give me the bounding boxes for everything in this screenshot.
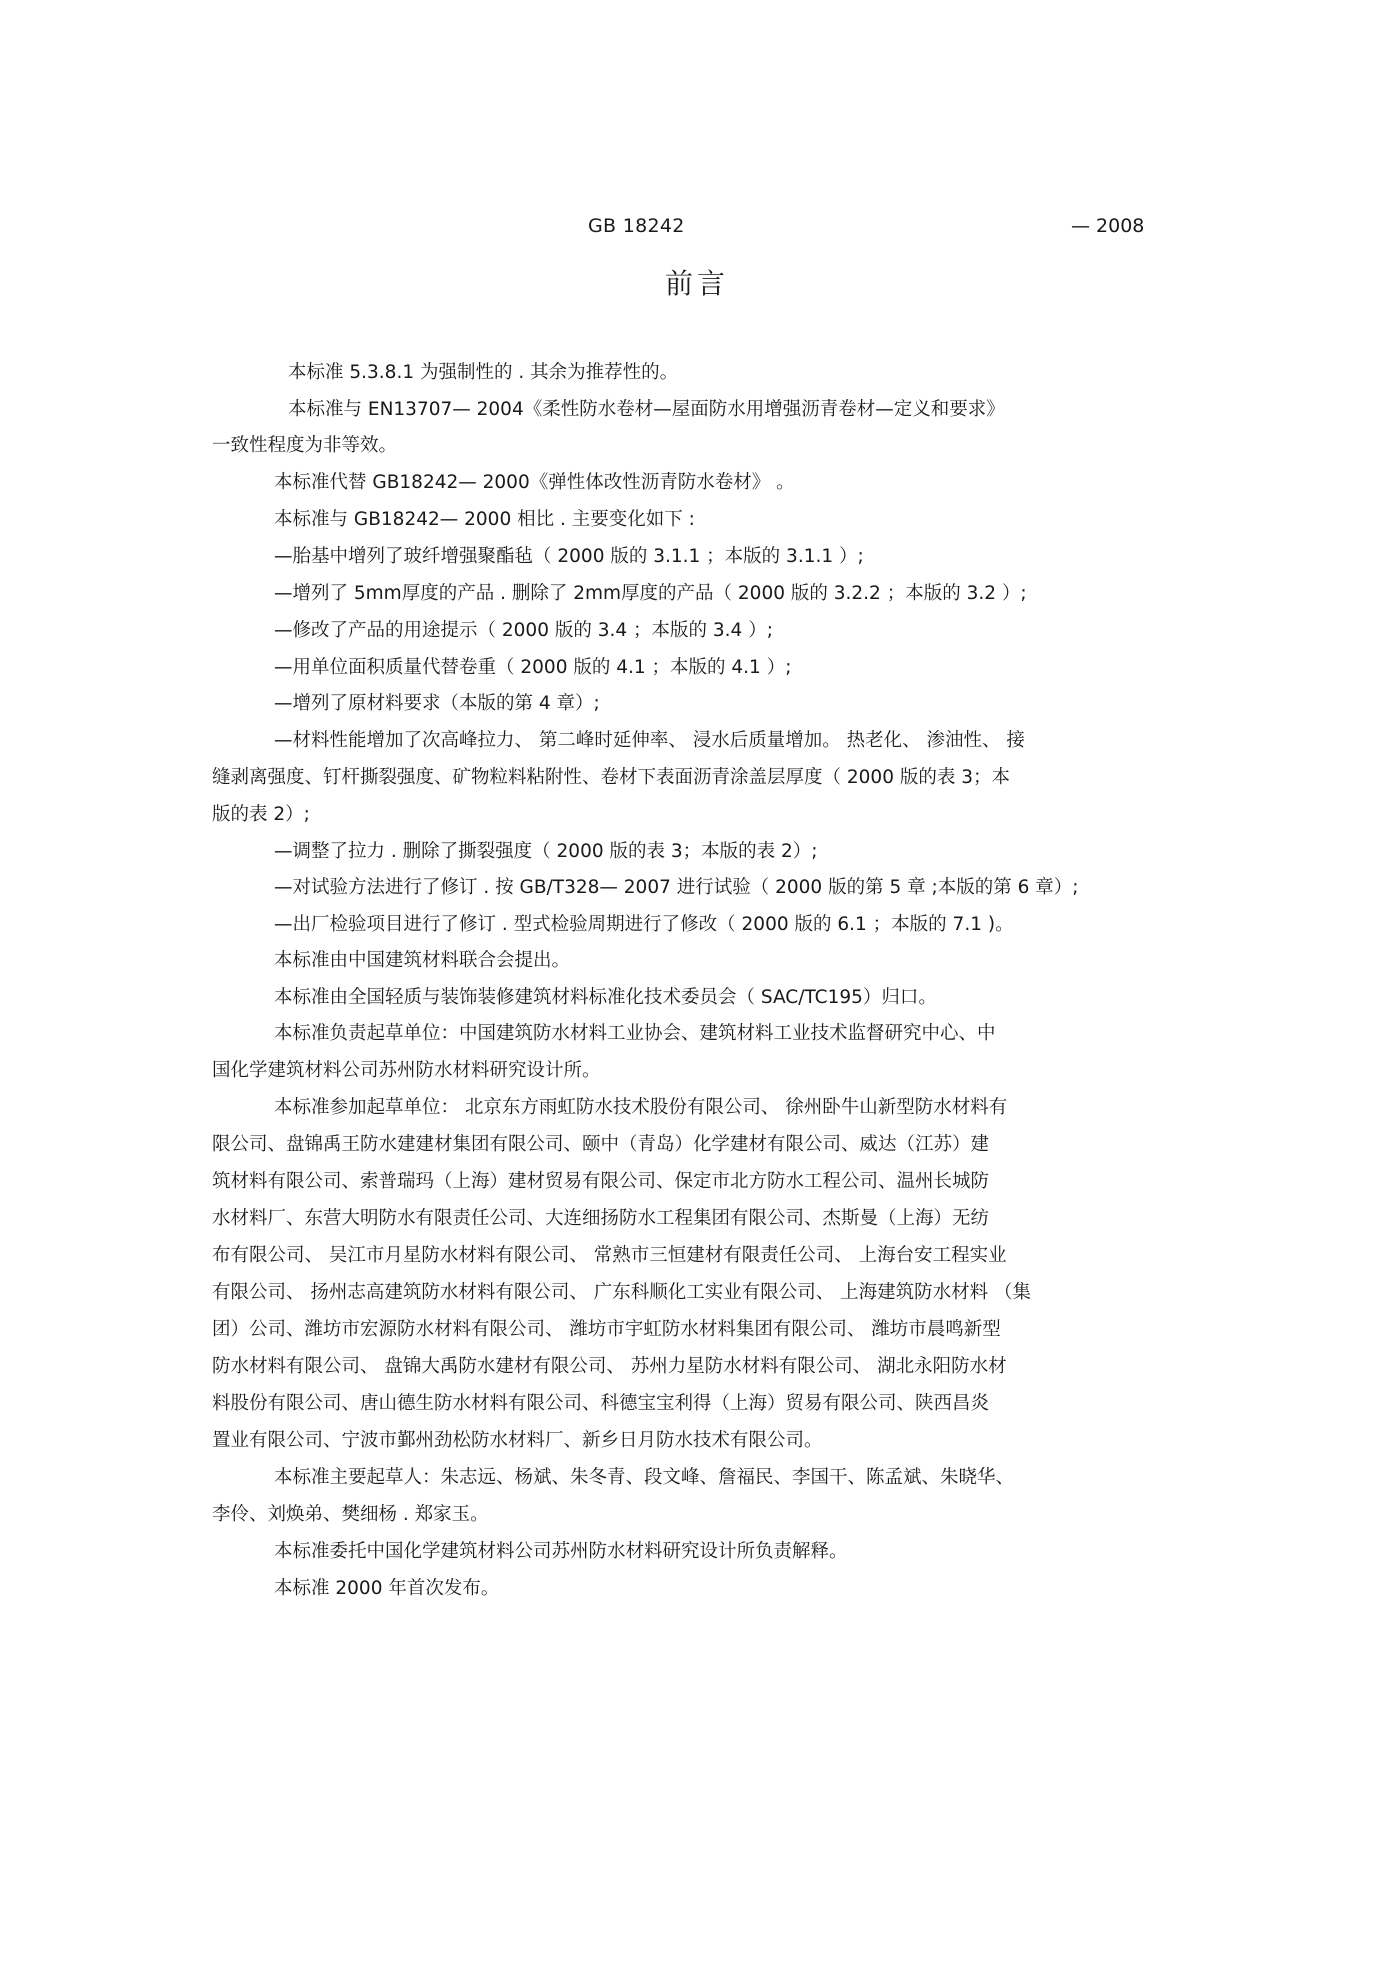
participating-units-line-8: 防水材料有限公司、 盘锦大禹防水建材有限公司、 苏州力星防水材料有限公司、 湖北永阳防水材	[212, 1356, 1007, 1377]
change-item-1: —胎基中增列了玻纤增强聚酯毡（ 2000 版的 3.1.1 ；本版的 3.1.1 ）;	[274, 546, 864, 567]
participating-units-line-9: 料股份有限公司、唐山德生防水材料有限公司、科德宝宝利得（上海）贸易有限公司、陕西昌炎	[212, 1393, 990, 1414]
change-item-6: —材料性能增加了次高峰拉力、 第二峰时延伸率、 浸水后质量增加。 热老化、 渗油性、 接	[274, 730, 1025, 751]
change-item-4: —用单位面积质量代替卷重（ 2000 版的 4.1 ；本版的 4.1 ）;	[274, 657, 792, 678]
change-item-2: —增列了 5mm厚度的产品 . 删除了 2mm厚度的产品（ 2000 版的 3.2.2 ；本版的 3.2 ）;	[274, 583, 1027, 604]
change-item-8: —对试验方法进行了修订 . 按 GB/T328— 2007 进行试验（ 2000 版的第 5 章 ;本版的第 6 章）;	[274, 877, 1079, 898]
paragraph-participating-units: 本标准参加起草单位： 北京东方雨虹防水技术股份有限公司、 徐州卧牛山新型防水材料有	[274, 1097, 1008, 1118]
paragraph-changes-intro: 本标准与 GB18242— 2000 相比 . 主要变化如下 :	[274, 509, 695, 530]
paragraph-drafting-unit-cont: 国化学建筑材料公司苏州防水材料研究设计所。	[212, 1060, 601, 1081]
change-item-6-cont2: 版的表 2）;	[212, 804, 310, 825]
paragraph-mandatory-clause: 本标准 5.3.8.1 为强制性的 . 其余为推荐性的。	[288, 362, 679, 383]
paragraph-first-publication: 本标准 2000 年首次发布。	[274, 1578, 500, 1599]
participating-units-line-4: 水材料厂、东营大明防水有限责任公司、大连细扬防水工程集团有限公司、杰斯曼（上海）无纺	[212, 1208, 990, 1229]
change-item-7: —调整了拉力 . 删除了撕裂强度（ 2000 版的表 3；本版的表 2）;	[274, 841, 818, 862]
participating-units-line-10: 置业有限公司、宁波市鄞州劲松防水材料厂、新乡日月防水技术有限公司。	[212, 1430, 823, 1451]
paragraph-replaces: 本标准代替 GB18242— 2000《弹性体改性沥青防水卷材》 。	[274, 472, 795, 493]
participating-units-line-2: 限公司、盘锦禹王防水建建材集团有限公司、颐中（青岛）化学建材有限公司、威达（江苏）建	[212, 1134, 990, 1155]
participating-units-line-3: 筑材料有限公司、索普瑞玛（上海）建材贸易有限公司、保定市北方防水工程公司、温州长城防	[212, 1171, 990, 1192]
change-item-3: —修改了产品的用途提示（ 2000 版的 3.4 ；本版的 3.4 ）;	[274, 620, 773, 641]
page-title: 前言	[664, 267, 729, 300]
paragraph-proposed-by: 本标准由中国建筑材料联合会提出。	[274, 950, 571, 971]
paragraph-interpretation: 本标准委托中国化学建筑材料公司苏州防水材料研究设计所负责解释。	[274, 1541, 848, 1562]
participating-units-line-6: 有限公司、 扬州志高建筑防水材料有限公司、 广东科顺化工实业有限公司、 上海建筑防水材料 （集	[212, 1282, 1032, 1303]
paragraph-administered-by: 本标准由全国轻质与装饰装修建筑材料标准化技术委员会（ SAC/TC195）归口。	[274, 987, 937, 1008]
change-item-5: —增列了原材料要求（本版的第 4 章）;	[274, 693, 600, 714]
paragraph-equivalence-cont: 一致性程度为非等效。	[212, 435, 398, 456]
change-item-9: —出厂检验项目进行了修订 . 型式检验周期进行了修改（ 2000 版的 6.1 ；本版的 7.1 )。	[274, 914, 1014, 935]
participating-units-line-5: 布有限公司、 吴江市月星防水材料有限公司、 常熟市三恒建材有限责任公司、 上海台安工程实业	[212, 1245, 1007, 1266]
paragraph-drafting-unit: 本标准负责起草单位：中国建筑防水材料工业协会、建筑材料工业技术监督研究中心、中	[274, 1023, 996, 1044]
paragraph-main-drafters: 本标准主要起草人：朱志远、杨斌、朱冬青、段文峰、詹福民、李国干、陈孟斌、朱晓华、	[274, 1467, 1015, 1488]
participating-units-line-7: 团）公司、潍坊市宏源防水材料有限公司、 潍坊市宇虹防水材料集团有限公司、 潍坊市晨鸣新型	[212, 1319, 1001, 1340]
standard-code: GB 18242	[588, 215, 685, 237]
paragraph-equivalence: 本标准与 EN13707— 2004《柔性防水卷材—屋面防水用增强沥青卷材—定义和要求》	[288, 399, 1005, 420]
change-item-6-cont: 缝剥离强度、钉杆撕裂强度、矿物粒料粘附性、卷材下表面沥青涂盖层厚度（ 2000 版的表 3；本	[212, 767, 1010, 788]
standard-year: — 2008	[1071, 215, 1145, 237]
main-drafters-cont: 李伶、刘焕弟、樊细杨 . 郑家玉。	[212, 1504, 489, 1525]
